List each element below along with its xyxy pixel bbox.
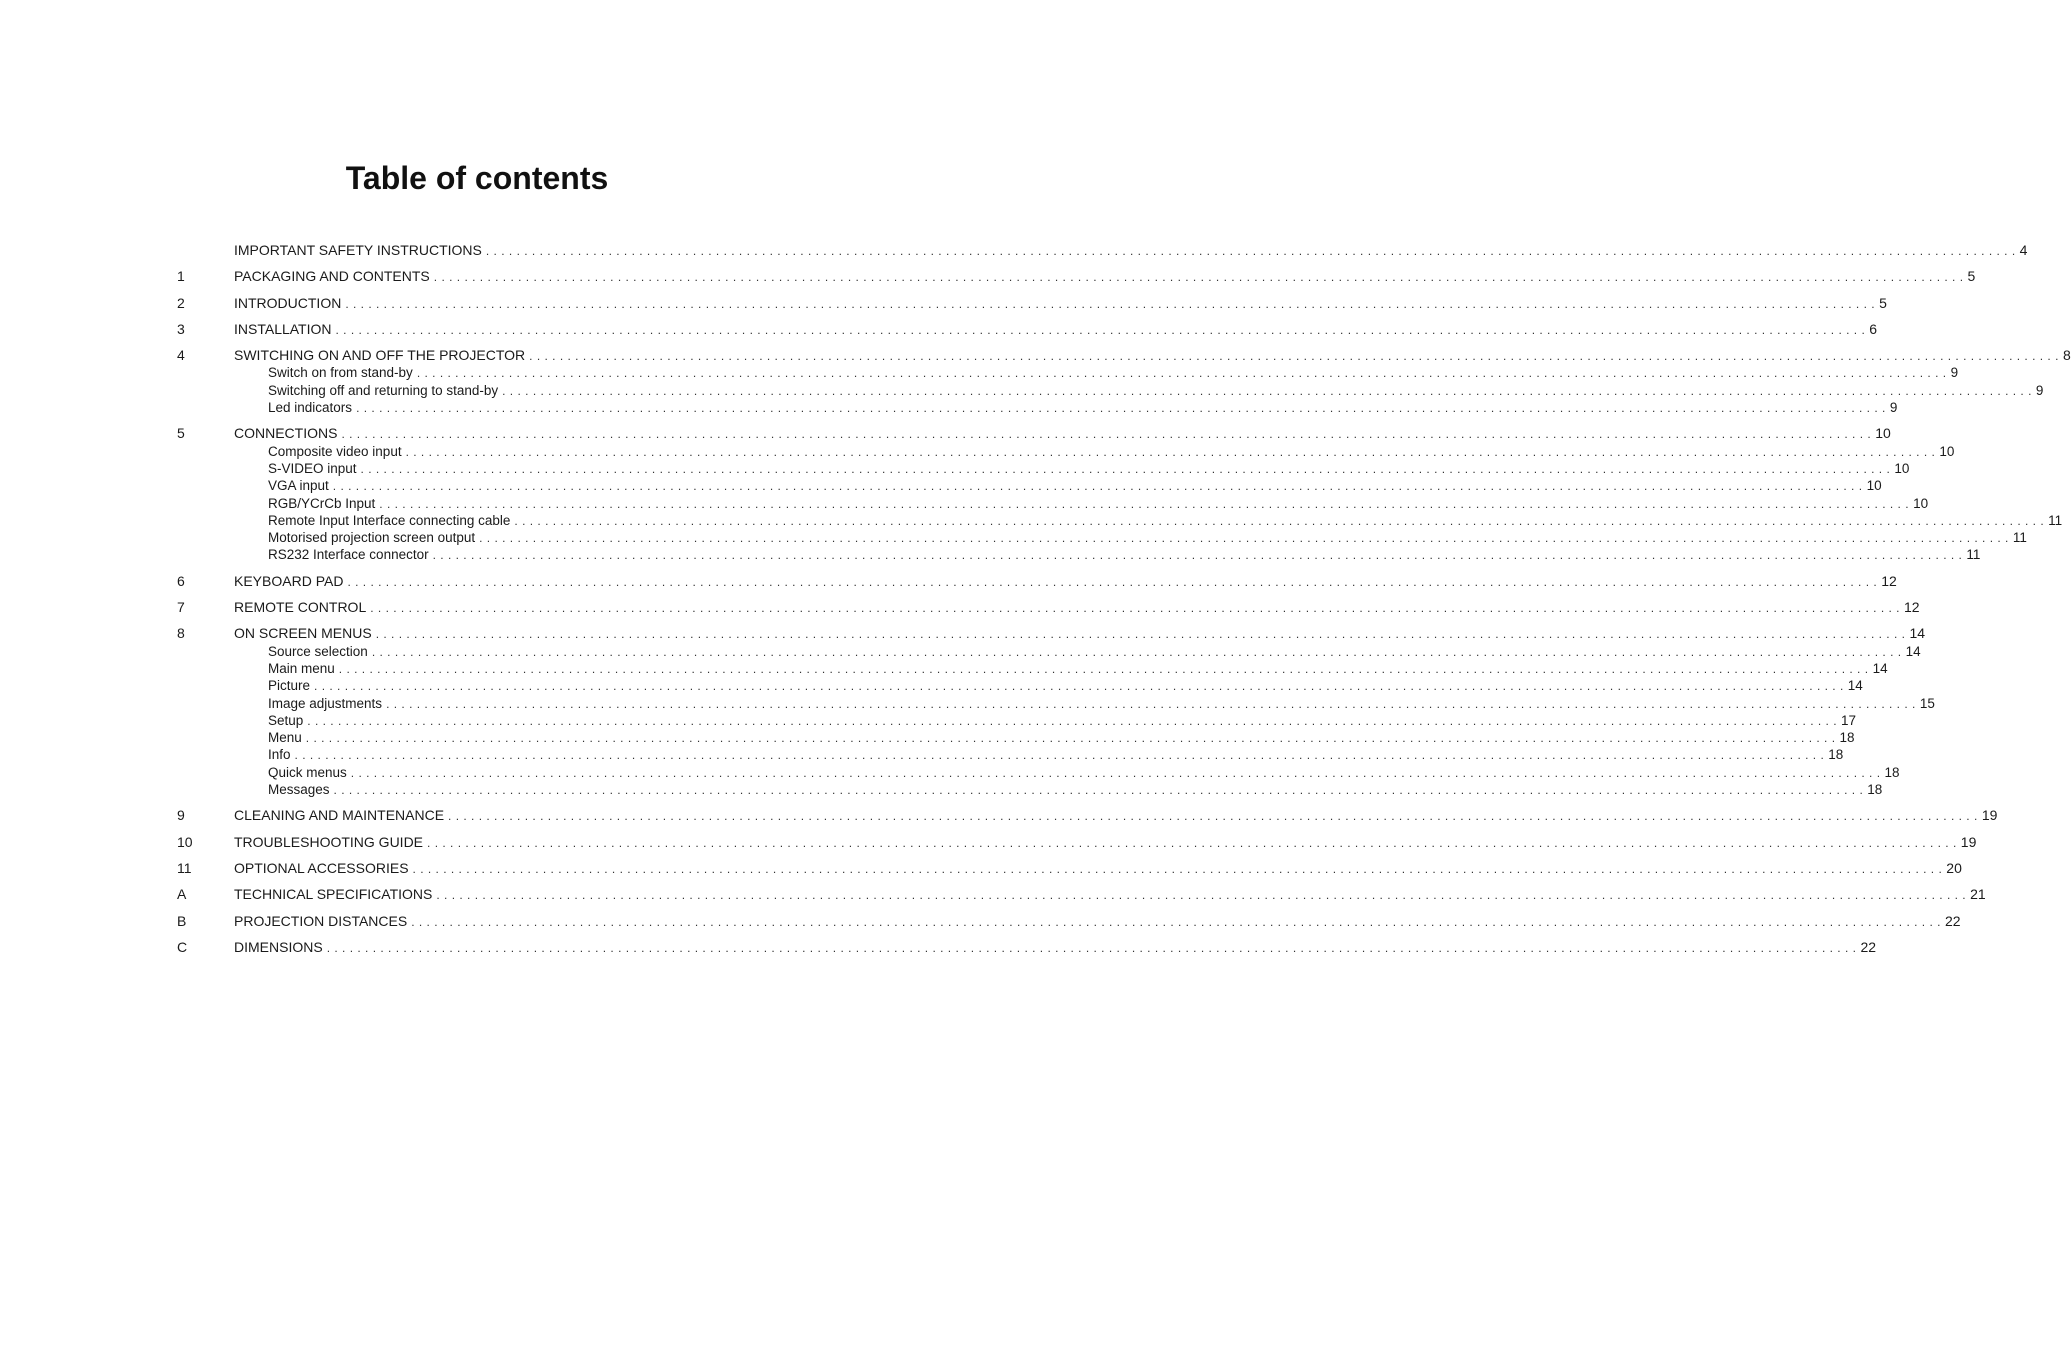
toc-subentry[interactable] [177,477,1882,494]
toc-entry[interactable] [177,425,1891,442]
dot-leader: . . . . . . . . . . . . . . . . . . . . . . . . . . . . . . . . . . . . . . . . . . . . . . . . . . . . . . . . . . . . . . . . . . . . . . . . . . . . . . . . . . . . . . . . . . . . . . . . . . . . . . . . . . . . . . . . . . . . . . . . . . . . . . . . . . . . . . . . . . . . . . . . . . . . . . . . . . . . . . . . . . . . . . . . . . . . . . . . . . . . . . . . . . . . . . . . . . . . . . . . [405,444,1936,459]
page-number: 19 [1981,807,1998,824]
dot-leader: . . . . . . . . . . . . . . . . . . . . . . . . . . . . . . . . . . . . . . . . . . . . . . . . . . . . . . . . . . . . . . . . . . . . . . . . . . . . . . . . . . . . . . . . . . . . . . . . . . . . . . . . . . . . . . . . . . . . . . . . . . . . . . . . . . . . . . . . . . . . . . . . . . . . . . . . . . . . . . . . . . . . . . . . . . . . . . . . . . . . . . . . . . . . . . . . . . . . . . . . [307,713,1838,728]
page-number: 15 [1919,695,1935,711]
dot-leader: . . . . . . . . . . . . . . . . . . . . . . . . . . . . . . . . . . . . . . . . . . . . . . . . . . . . . . . . . . . . . . . . . . . . . . . . . . . . . . . . . . . . . . . . . . . . . . . . . . . . . . . . . . . . . . . . . . . . . . . . . . . . . . . . . . . . . . . . . . . . . . . . . . . . . . . . . . . . . . . . . . . . . . . . . . . . . . . . . . . . . . . . . . . . . . . . . . . . . . . . [332,479,1863,494]
toc-section [177,912,1961,930]
dot-leader: . . . . . . . . . . . . . . . . . . . . . . . . . . . . . . . . . . . . . . . . . . . . . . . . . . . . . . . . . . . . . . . . . . . . . . . . . . . . . . . . . . . . . . . . . . . . . . . . . . . . . . . . . . . . . . . . . . . . . . . . . . . . . . . . . . . . . . . . . . . . . . . . . . . . . . . . . . . . . . . . . . . . . . . . . . . . . . . . . . . . . . . . . . . . . . . . . . . . . . . . [436,888,1967,903]
dot-leader: . . . . . . . . . . . . . . . . . . . . . . . . . . . . . . . . . . . . . . . . . . . . . . . . . . . . . . . . . . . . . . . . . . . . . . . . . . . . . . . . . . . . . . . . . . . . . . . . . . . . . . . . . . . . . . . . . . . . . . . . . . . . . . . . . . . . . . . . . . . . . . . . . . . . . . . . . . . . . . . . . . . . . . . . . . . . . . . . . . . . . . . . . . . . . . . . . . . . . . . . [375,627,1906,642]
page-number: 14 [1909,625,1926,642]
page-number: 14 [1847,678,1863,694]
toc-subentry[interactable] [177,781,1883,798]
entry-title: ON SCREEN MENUS [234,625,372,642]
section-number: 2 [177,294,185,311]
toc-subentry[interactable] [177,382,2044,399]
entry-line [234,242,2028,260]
dot-leader: . . . . . . . . . . . . . . . . . . . . . . . . . . . . . . . . . . . . . . . . . . . . . . . . . . . . . . . . . . . . . . . . . . . . . . . . . . . . . . . . . . . . . . . . . . . . . . . . . . . . . . . . . . . . . . . . . . . . . . . . . . . . . . . . . . . . . . . . . . . . . . . . . . . . . . . . . . . . . . . . . . . . . . . . . . . . . . . . . . . . . . . . . . . . . . . . . . . . . . . . [326,940,1857,955]
section-number: A [177,886,187,903]
entry-title: Switching off and returning to stand-by [268,382,499,398]
toc-subentry[interactable] [177,677,1863,694]
entry-line [268,781,1883,799]
dot-leader: . . . . . . . . . . . . . . . . . . . . . . . . . . . . . . . . . . . . . . . . . . . . . . . . . . . . . . . . . . . . . . . . . . . . . . . . . . . . . . . . . . . . . . . . . . . . . . . . . . . . . . . . . . . . . . . . . . . . . . . . . . . . . . . . . . . . . . . . . . . . . . . . . . . . . . . . . . . . . . . . . . . . . . . . . . . . . . . . . . . . . . . . . . . . . . . . . . . . . . . . [412,861,1943,876]
dot-leader: . . . . . . . . . . . . . . . . . . . . . . . . . . . . . . . . . . . . . . . . . . . . . . . . . . . . . . . . . . . . . . . . . . . . . . . . . . . . . . . . . . . . . . . . . . . . . . . . . . . . . . . . . . . . . . . . . . . . . . . . . . . . . . . . . . . . . . . . . . . . . . . . . . . . . . . . . . . . . . . . . . . . . . . . . . . . . . . . . . . . . . . . . . . . . . . . . . . . . . . . [411,914,1941,929]
entry-title: IMPORTANT SAFETY INSTRUCTIONS [234,242,482,258]
toc-subentry[interactable] [177,712,1857,729]
entry-title: Switch on from stand-by [268,365,413,381]
toc-subentry[interactable] [177,529,2027,546]
entry-line [268,382,2044,400]
entry-title: TROUBLESHOOTING GUIDE [234,833,424,850]
toc-section [177,268,1976,285]
entry-title: INTRODUCTION [234,294,342,311]
entry-title: OPTIONAL ACCESSORIES [234,859,409,876]
page-number: 17 [1841,712,1857,728]
entry-line [268,746,1844,764]
entry-title: Source selection [268,643,368,659]
toc-entry[interactable] [177,859,1962,877]
entry-line [268,443,1955,461]
toc-subentry[interactable] [177,460,1910,477]
dot-leader: . . . . . . . . . . . . . . . . . . . . . . . . . . . . . . . . . . . . . . . . . . . . . . . . . . . . . . . . . . . . . . . . . . . . . . . . . . . . . . . . . . . . . . . . . . . . . . . . . . . . . . . . . . . . . . . . . . . . . . . . . . . . . . . . . . . . . . . . . . . . . . . . . . . . . . . . . . . . . . . . . . . . . . . . . . . . . . . . . . . . . . . . . . . . . . . . . . . . . . . . [386,696,1916,711]
dot-leader: . . . . . . . . . . . . . . . . . . . . . . . . . . . . . . . . . . . . . . . . . . . . . . . . . . . . . . . . . . . . . . . . . . . . . . . . . . . . . . . . . . . . . . . . . . . . . . . . . . . . . . . . . . . . . . . . . . . . . . . . . . . . . . . . . . . . . . . . . . . . . . . . . . . . . . . . . . . . . . . . . . . . . . . . . . . . . . . . . . . . . . . . . . . . . . . . . . . . . . . . [433,270,1964,285]
page-number: 11 [2048,512,2063,528]
page-number: 10 [1866,478,1882,494]
toc-entry[interactable] [177,268,1976,285]
dot-leader: . . . . . . . . . . . . . . . . . . . . . . . . . . . . . . . . . . . . . . . . . . . . . . . . . . . . . . . . . . . . . . . . . . . . . . . . . . . . . . . . . . . . . . . . . . . . . . . . . . . . . . . . . . . . . . . . . . . . . . . . . . . . . . . . . . . . . . . . . . . . . . . . . . . . . . . . . . . . . . . . . . . . . . . . . . . . . . . . . . . . . . . . . . . . . . . . . . . . . . . . [371,644,1902,659]
page-number: 9 [1889,400,1898,416]
dot-leader: . . . . . . . . . . . . . . . . . . . . . . . . . . . . . . . . . . . . . . . . . . . . . . . . . . . . . . . . . . . . . . . . . . . . . . . . . . . . . . . . . . . . . . . . . . . . . . . . . . . . . . . . . . . . . . . . . . . . . . . . . . . . . . . . . . . . . . . . . . . . . . . . . . . . . . . . . . . . . . . . . . . . . . . . . . . . . . . . . . . . . . . . . . . . . . . . . . . . . . . . [416,366,1947,381]
toc-section [177,425,2063,563]
entry-title: PROJECTION DISTANCES [234,912,408,929]
dot-leader: . . . . . . . . . . . . . . . . . . . . . . . . . . . . . . . . . . . . . . . . . . . . . . . . . . . . . . . . . . . . . . . . . . . . . . . . . . . . . . . . . . . . . . . . . . . . . . . . . . . . . . . . . . . . . . . . . . . . . . . . . . . . . . . . . . . . . . . . . . . . . . . . . . . . . . . . . . . . . . . . . . . . . . . . . . . . . . . . . . . . . . . . . . . . . . . . . . . . . . . . [427,835,1957,850]
entry-line [268,512,2063,530]
toc-entry[interactable] [177,294,1887,312]
entry-title: S-VIDEO input [268,460,357,476]
entry-title: Menu [268,730,302,746]
entry-title: Image adjustments [268,695,383,711]
entry-line [234,572,1897,591]
entry-line [268,729,1855,747]
page-number: 18 [1884,764,1900,780]
page-number: 9 [1950,365,1959,381]
entry-line [234,625,1926,643]
toc-entry[interactable] [177,833,1977,851]
entry-line [268,643,1921,661]
toc-section [177,242,2028,259]
toc-section [177,938,1877,956]
toc-subentry[interactable] [177,512,2063,529]
entry-line [268,460,1910,478]
entry-line [234,807,1998,825]
entry-line [234,599,1920,617]
section-number: 10 [177,833,193,850]
entry-line [234,912,1961,931]
entry-title: TECHNICAL SPECIFICATIONS [234,886,433,903]
page-number: 14 [1872,660,1888,676]
entry-title: REMOTE CONTROL [234,599,367,616]
entry-title: PACKAGING AND CONTENTS [234,268,430,285]
page-number: 8 [2062,347,2071,364]
toc-subentry[interactable] [177,660,1888,677]
toc-entry[interactable] [177,347,2071,364]
toc-entry[interactable] [177,599,1920,616]
toc-section [177,599,1920,616]
page-number: 6 [1869,320,1878,337]
dot-leader: . . . . . . . . . . . . . . . . . . . . . . . . . . . . . . . . . . . . . . . . . . . . . . . . . . . . . . . . . . . . . . . . . . . . . . . . . . . . . . . . . . . . . . . . . . . . . . . . . . . . . . . . . . . . . . . . . . . . . . . . . . . . . . . . . . . . . . . . . . . . . . . . . . . . . . . . . . . . . . . . . . . . . . . . . . . . . . . . . . . . . . . . . . . . . . . . . . . . . . . . [333,783,1864,798]
entry-title: Motorised projection screen output [268,530,476,546]
entry-title: KEYBOARD PAD [234,572,344,589]
entry-title: Composite video input [268,443,402,459]
entry-line [268,399,1898,417]
dot-leader: . . . . . . . . . . . . . . . . . . . . . . . . . . . . . . . . . . . . . . . . . . . . . . . . . . . . . . . . . . . . . . . . . . . . . . . . . . . . . . . . . . . . . . . . . . . . . . . . . . . . . . . . . . . . . . . . . . . . . . . . . . . . . . . . . . . . . . . . . . . . . . . . . . . . . . . . . . . . . . . . . . . . . . . . . . . . . . . . . . . . . . . . . . . . . . . . . . . . . . . . [370,601,1900,616]
page-number: 18 [1828,747,1844,763]
dot-leader: . . . . . . . . . . . . . . . . . . . . . . . . . . . . . . . . . . . . . . . . . . . . . . . . . . . . . . . . . . . . . . . . . . . . . . . . . . . . . . . . . . . . . . . . . . . . . . . . . . . . . . . . . . . . . . . . . . . . . . . . . . . . . . . . . . . . . . . . . . . . . . . . . . . . . . . . . . . . . . . . . . . . . . . . . . . . . . . . . . . . . . . . . . . . . . . . . . . . . . . . [529,349,2059,364]
toc-subentry[interactable] [177,364,1959,381]
page-number: 18 [1867,782,1883,798]
entry-title: Quick menus [268,764,347,780]
dot-leader: . . . . . . . . . . . . . . . . . . . . . . . . . . . . . . . . . . . . . . . . . . . . . . . . . . . . . . . . . . . . . . . . . . . . . . . . . . . . . . . . . . . . . . . . . . . . . . . . . . . . . . . . . . . . . . . . . . . . . . . . . . . . . . . . . . . . . . . . . . . . . . . . . . . . . . . . . . . . . . . . . . . . . . . . . . . . . . . . . . . . . . . . . . . . . . . . . . . . . . . . [479,531,2009,546]
toc-entry[interactable] [177,625,1926,642]
page-number: 10 [1913,495,1929,511]
entry-title: Info [268,747,291,763]
dot-leader: . . . . . . . . . . . . . . . . . . . . . . . . . . . . . . . . . . . . . . . . . . . . . . . . . . . . . . . . . . . . . . . . . . . . . . . . . . . . . . . . . . . . . . . . . . . . . . . . . . . . . . . . . . . . . . . . . . . . . . . . . . . . . . . . . . . . . . . . . . . . . . . . . . . . . . . . . . . . . . . . . . . . . . . . . . . . . . . . . . . . . . . . . . . . . . . . . . . . . . . . [335,322,1866,337]
entry-title: Messages [268,782,330,798]
dot-leader: . . . . . . . . . . . . . . . . . . . . . . . . . . . . . . . . . . . . . . . . . . . . . . . . . . . . . . . . . . . . . . . . . . . . . . . . . . . . . . . . . . . . . . . . . . . . . . . . . . . . . . . . . . . . . . . . . . . . . . . . . . . . . . . . . . . . . . . . . . . . . . . . . . . . . . . . . . . . . . . . . . . . . . . . . . . . . . . . . . . . . . . . . . . . . . . . . . . . . . . . [379,496,1910,511]
page-number: 5 [1967,268,1976,285]
dot-leader: . . . . . . . . . . . . . . . . . . . . . . . . . . . . . . . . . . . . . . . . . . . . . . . . . . . . . . . . . . . . . . . . . . . . . . . . . . . . . . . . . . . . . . . . . . . . . . . . . . . . . . . . . . . . . . . . . . . . . . . . . . . . . . . . . . . . . . . . . . . . . . . . . . . . . . . . . . . . . . . . . . . . . . . . . . . . . . . . . . . . . . . . . . . . . . . . . . . . . . . . [432,548,1963,563]
section-number: 11 [177,859,192,876]
section-number: 6 [177,572,185,589]
page-number: 22 [1860,938,1877,955]
toc-section [177,807,1998,824]
toc-subentry[interactable] [177,443,1955,460]
toc-section [177,347,2071,416]
section-number: 9 [177,807,185,824]
entry-title: Picture [268,678,311,694]
dot-leader: . . . . . . . . . . . . . . . . . . . . . . . . . . . . . . . . . . . . . . . . . . . . . . . . . . . . . . . . . . . . . . . . . . . . . . . . . . . . . . . . . . . . . . . . . . . . . . . . . . . . . . . . . . . . . . . . . . . . . . . . . . . . . . . . . . . . . . . . . . . . . . . . . . . . . . . . . . . . . . . . . . . . . . . . . . . . . . . . . . . . . . . . . . . . . . . . . . . . . . . . [514,513,2045,528]
page-number: 4 [2019,242,2028,258]
toc-entry[interactable] [177,807,1998,824]
entry-title: RS232 Interface connector [268,547,429,563]
toc-section [177,859,1962,877]
entry-line [234,938,1877,957]
section-number: 7 [177,599,185,616]
entry-title: VGA input [268,478,329,494]
table-of-contents [177,242,2071,965]
toc-section [177,294,1887,312]
entry-line [234,294,1887,313]
toc-subentry[interactable] [177,546,1981,563]
entry-title: SWITCHING ON AND OFF THE PROJECTOR [234,347,526,364]
page-number: 19 [1960,833,1977,850]
entry-title: RGB/YCrCb Input [268,495,376,511]
dot-leader: . . . . . . . . . . . . . . . . . . . . . . . . . . . . . . . . . . . . . . . . . . . . . . . . . . . . . . . . . . . . . . . . . . . . . . . . . . . . . . . . . . . . . . . . . . . . . . . . . . . . . . . . . . . . . . . . . . . . . . . . . . . . . . . . . . . . . . . . . . . . . . . . . . . . . . . . . . . . . . . . . . . . . . . . . . . . . . . . . . . . . . . . . . . . . . . . . . . . . . . . [347,574,1878,589]
page-number: 10 [1894,460,1910,476]
entry-line [268,546,1981,564]
toc-subentry[interactable] [177,643,1921,660]
toc-entry[interactable] [177,912,1961,930]
entry-line [268,677,1863,695]
page-number: 22 [1944,912,1961,929]
entry-line [268,695,1935,713]
toc-entry[interactable] [177,320,1878,338]
toc-entry[interactable] [177,572,1897,590]
entry-title: CONNECTIONS [234,425,338,442]
dot-leader: . . . . . . . . . . . . . . . . . . . . . . . . . . . . . . . . . . . . . . . . . . . . . . . . . . . . . . . . . . . . . . . . . . . . . . . . . . . . . . . . . . . . . . . . . . . . . . . . . . . . . . . . . . . . . . . . . . . . . . . . . . . . . . . . . . . . . . . . . . . . . . . . . . . . . . . . . . . . . . . . . . . . . . . . . . . . . . . . . . . . . . . . . . . . . . . . . . . . . . . . [448,809,1978,824]
section-number: 5 [177,425,185,442]
section-number: 8 [177,625,185,642]
entry-title: Setup [268,712,304,728]
toc-entry[interactable] [177,886,1986,903]
dot-leader: . . . . . . . . . . . . . . . . . . . . . . . . . . . . . . . . . . . . . . . . . . . . . . . . . . . . . . . . . . . . . . . . . . . . . . . . . . . . . . . . . . . . . . . . . . . . . . . . . . . . . . . . . . . . . . . . . . . . . . . . . . . . . . . . . . . . . . . . . . . . . . . . . . . . . . . . . . . . . . . . . . . . . . . . . . . . . . . . . . . . . . . . . . . . . . . . . . . . . . . . [350,765,1881,780]
page-number: 18 [1839,730,1855,746]
page-number: 10 [1939,443,1955,459]
toc-entry[interactable] [177,938,1877,956]
dot-leader: . . . . . . . . . . . . . . . . . . . . . . . . . . . . . . . . . . . . . . . . . . . . . . . . . . . . . . . . . . . . . . . . . . . . . . . . . . . . . . . . . . . . . . . . . . . . . . . . . . . . . . . . . . . . . . . . . . . . . . . . . . . . . . . . . . . . . . . . . . . . . . . . . . . . . . . . . . . . . . . . . . . . . . . . . . . . . . . . . . . . . . . . . . . . . . . . . . . . . . . . [502,383,2032,398]
entry-title: Led indicators [268,400,353,416]
entry-line [234,859,1962,878]
page-number: 12 [1904,599,1920,616]
dot-leader: . . . . . . . . . . . . . . . . . . . . . . . . . . . . . . . . . . . . . . . . . . . . . . . . . . . . . . . . . . . . . . . . . . . . . . . . . . . . . . . . . . . . . . . . . . . . . . . . . . . . . . . . . . . . . . . . . . . . . . . . . . . . . . . . . . . . . . . . . . . . . . . . . . . . . . . . . . . . . . . . . . . . . . . . . . . . . . . . . . . . . . . . . . . . . . . . . . . . . . . . [345,296,1876,311]
toc-subentry[interactable] [177,695,1935,712]
section-number: 1 [177,268,185,285]
dot-leader: . . . . . . . . . . . . . . . . . . . . . . . . . . . . . . . . . . . . . . . . . . . . . . . . . . . . . . . . . . . . . . . . . . . . . . . . . . . . . . . . . . . . . . . . . . . . . . . . . . . . . . . . . . . . . . . . . . . . . . . . . . . . . . . . . . . . . . . . . . . . . . . . . . . . . . . . . . . . . . . . . . . . . . . . . . . . . . . . . . . . . . . . . . . . . . . . . . . . . . . . [305,731,1836,746]
toc-subentry[interactable] [177,764,1900,781]
toc-section [177,625,1935,798]
entry-title: Remote Input Interface connecting cable [268,512,511,528]
section-number: C [177,938,188,955]
section-number: 4 [177,347,185,364]
page-number: 14 [1905,643,1921,659]
toc-subentry[interactable] [177,746,1844,763]
dot-leader: . . . . . . . . . . . . . . . . . . . . . . . . . . . . . . . . . . . . . . . . . . . . . . . . . . . . . . . . . . . . . . . . . . . . . . . . . . . . . . . . . . . . . . . . . . . . . . . . . . . . . . . . . . . . . . . . . . . . . . . . . . . . . . . . . . . . . . . . . . . . . . . . . . . . . . . . . . . . . . . . . . . . . . . . . . . . . . . . . . . . . . . . . . . . . . . . . . . . . . . . [294,748,1825,763]
page-number: 21 [1970,886,1986,903]
toc-subentry[interactable] [177,399,1898,416]
dot-leader: . . . . . . . . . . . . . . . . . . . . . . . . . . . . . . . . . . . . . . . . . . . . . . . . . . . . . . . . . . . . . . . . . . . . . . . . . . . . . . . . . . . . . . . . . . . . . . . . . . . . . . . . . . . . . . . . . . . . . . . . . . . . . . . . . . . . . . . . . . . . . . . . . . . . . . . . . . . . . . . . . . . . . . . . . . . . . . . . . . . . . . . . . . . . . . . . . . . . . . . . [356,401,1886,416]
entry-line [268,660,1888,678]
page-number: 11 [1966,547,1981,563]
dot-leader: . . . . . . . . . . . . . . . . . . . . . . . . . . . . . . . . . . . . . . . . . . . . . . . . . . . . . . . . . . . . . . . . . . . . . . . . . . . . . . . . . . . . . . . . . . . . . . . . . . . . . . . . . . . . . . . . . . . . . . . . . . . . . . . . . . . . . . . . . . . . . . . . . . . . . . . . . . . . . . . . . . . . . . . . . . . . . . . . . . . . . . . . . . . . . . . . . . . . . . . . [314,679,1844,694]
entry-line [268,477,1882,495]
entry-line [234,886,1986,904]
entry-line [268,364,1959,382]
page-number: 20 [1946,859,1962,876]
toc-section [177,320,1878,338]
page-number: 5 [1879,294,1887,311]
page-number: 12 [1881,572,1897,589]
toc-section [177,833,1977,851]
entry-title: Main menu [268,660,335,676]
entry-title: INSTALLATION [234,320,332,337]
section-number: B [177,912,187,929]
page-number: 9 [2035,382,2044,398]
toc-subentry[interactable] [177,729,1855,746]
entry-line [234,268,1976,286]
toc-section [177,572,1897,590]
dot-leader: . . . . . . . . . . . . . . . . . . . . . . . . . . . . . . . . . . . . . . . . . . . . . . . . . . . . . . . . . . . . . . . . . . . . . . . . . . . . . . . . . . . . . . . . . . . . . . . . . . . . . . . . . . . . . . . . . . . . . . . . . . . . . . . . . . . . . . . . . . . . . . . . . . . . . . . . . . . . . . . . . . . . . . . . . . . . . . . . . . . . . . . . . . . . . . . . . . . . . . . . [341,427,1872,442]
entry-line [234,347,2071,365]
entry-title: CLEANING AND MAINTENANCE [234,807,445,824]
entry-line [234,833,1977,852]
dot-leader: . . . . . . . . . . . . . . . . . . . . . . . . . . . . . . . . . . . . . . . . . . . . . . . . . . . . . . . . . . . . . . . . . . . . . . . . . . . . . . . . . . . . . . . . . . . . . . . . . . . . . . . . . . . . . . . . . . . . . . . . . . . . . . . . . . . . . . . . . . . . . . . . . . . . . . . . . . . . . . . . . . . . . . . . . . . . . . . . . . . . . . . . . . . . . . . . . . . . . . . . [360,461,1891,476]
section-number: 3 [177,320,185,337]
page-title: Table of contents [345,160,609,196]
dot-leader: . . . . . . . . . . . . . . . . . . . . . . . . . . . . . . . . . . . . . . . . . . . . . . . . . . . . . . . . . . . . . . . . . . . . . . . . . . . . . . . . . . . . . . . . . . . . . . . . . . . . . . . . . . . . . . . . . . . . . . . . . . . . . . . . . . . . . . . . . . . . . . . . . . . . . . . . . . . . . . . . . . . . . . . . . . . . . . . . . . . . . . . . . . . . . . . . . . . . . . . . [485,244,2016,258]
entry-title: DIMENSIONS [234,938,323,955]
page-number: 11 [2012,530,2027,546]
entry-line [268,764,1900,782]
dot-leader: . . . . . . . . . . . . . . . . . . . . . . . . . . . . . . . . . . . . . . . . . . . . . . . . . . . . . . . . . . . . . . . . . . . . . . . . . . . . . . . . . . . . . . . . . . . . . . . . . . . . . . . . . . . . . . . . . . . . . . . . . . . . . . . . . . . . . . . . . . . . . . . . . . . . . . . . . . . . . . . . . . . . . . . . . . . . . . . . . . . . . . . . . . . . . . . . . . . . . . . . [338,661,1869,676]
page-number: 10 [1875,425,1891,442]
entry-line [268,529,2027,547]
toc-section [177,886,1986,903]
toc-entry[interactable] [177,242,2028,259]
toc-subentry[interactable] [177,495,1929,512]
entry-line [268,495,1929,513]
entry-line [268,712,1857,730]
entry-line [234,425,1891,443]
entry-line [234,320,1878,339]
